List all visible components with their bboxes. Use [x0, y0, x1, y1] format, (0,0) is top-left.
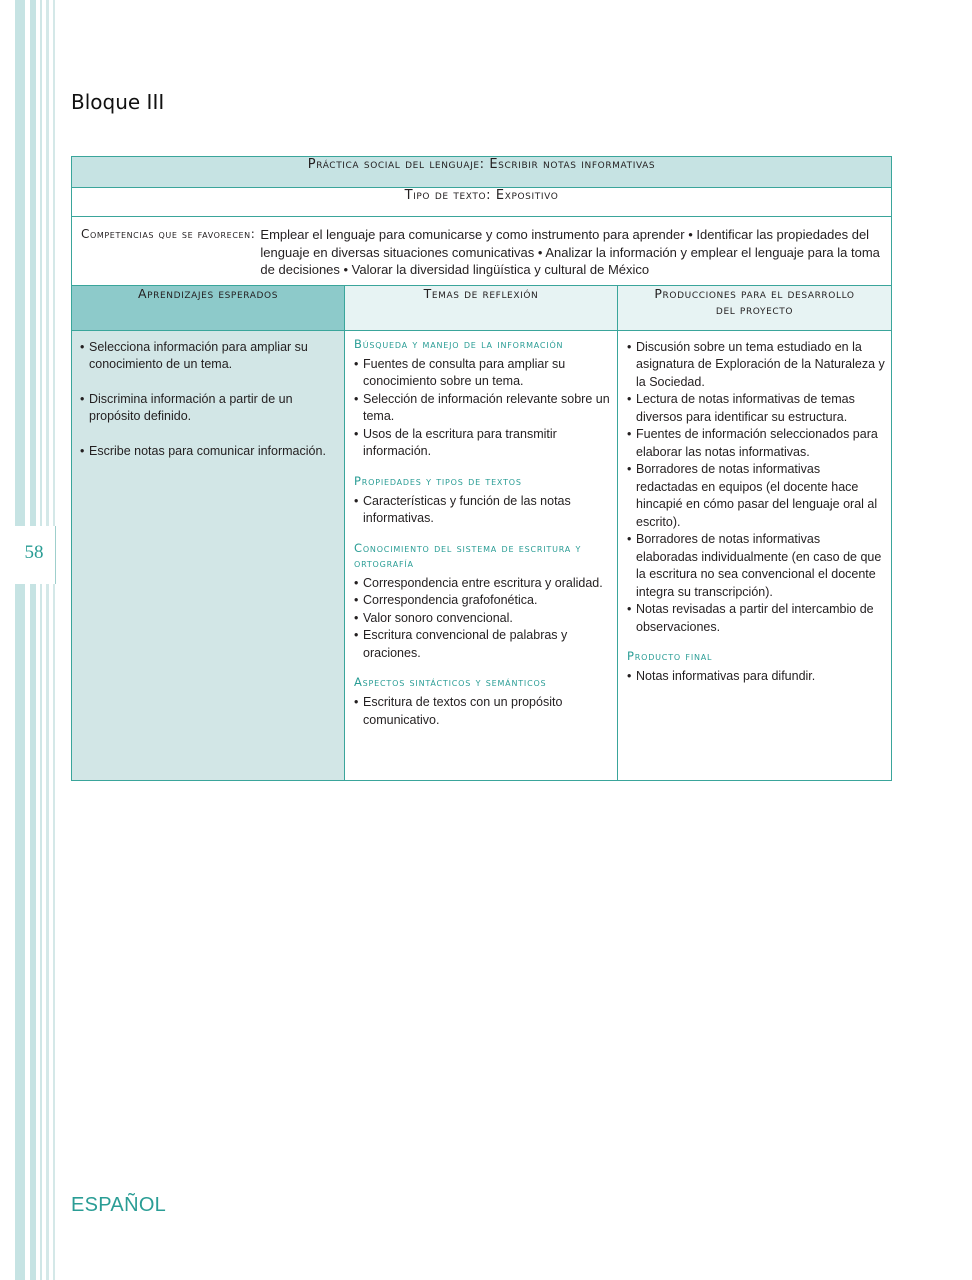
list-item: • Fuentes de consulta para ampliar su conocimiento sobre un tema. [354, 356, 611, 391]
column-header-producciones [618, 285, 892, 330]
section-title: Propiedades y tipos de textos [354, 473, 522, 488]
decorative-stripe [46, 0, 49, 526]
list-item: • Escribe notas para comunicar información. [80, 443, 338, 461]
list-item: • Correspondencia entre escritura y oralidad. [354, 575, 611, 593]
section-title: Conocimiento del sistema de escritura y ortografía [354, 540, 582, 570]
list-item: • Notas revisadas a partir del intercambio de observaciones. [627, 601, 885, 636]
decorative-stripe [53, 0, 55, 526]
page-number-divider [55, 526, 56, 584]
section-title: Aspectos sintácticos y semánticos [354, 675, 547, 689]
list-item: • Características y función de las notas informativas. [354, 493, 611, 528]
list-item: • Usos de la escritura para transmitir información. [354, 426, 611, 461]
list-item: • Borradores de notas informativas redactadas en equipos (el docente hace hincapié en cómo pasar del lenguaje oral al escrito). [627, 461, 885, 531]
curriculum-table [71, 156, 892, 781]
column-header-temas: Temas de reflexión [345, 285, 618, 330]
decorative-stripe [15, 584, 25, 1280]
decorative-stripe [40, 0, 42, 526]
competencies-row [72, 217, 892, 286]
competencies-text: Emplear el lenguaje para comunicarse y como instrumento para aprender • Identificar las propiedades del lenguaje en diversas situaciones comunicativas • Analizar la información y emplear el lenguaje para la toma de decisiones • Valorar la diversidad lingüística y cultural de México [260, 227, 880, 277]
decorative-stripe [46, 584, 49, 1280]
decorative-stripe [15, 0, 25, 526]
block-title: Bloque III [71, 90, 165, 114]
subject-footer: ESPAÑOL [71, 1194, 167, 1216]
section-title: Búsqueda y manejo de la información [354, 336, 564, 351]
list-item: • Selección de información relevante sobre un tema. [354, 391, 611, 426]
column-header-producciones-label: Producciones para el desarrollo del proyecto [654, 285, 855, 317]
text-type-heading: Tipo de texto: Expositivo [72, 188, 892, 217]
competencies-label: Competencias que se favorecen: [81, 227, 256, 241]
decorative-stripe [53, 584, 55, 1280]
list-item: • Fuentes de información seleccionados para elaborar las notas informativas. [627, 426, 885, 461]
list-item: • Borradores de notas informativas elaboradas individualmente (en caso de que la escritura no sea convencional el docente integra su transcripción). [627, 531, 885, 601]
section-title: Producto final [627, 649, 713, 663]
column-header-aprendizajes: Aprendizajes esperados [72, 285, 345, 330]
temas-cell [345, 330, 618, 780]
list-item: • Lectura de notas informativas de temas diversos para identificar su estructura. [627, 391, 885, 426]
list-item: • Escritura convencional de palabras y oraciones. [354, 627, 611, 662]
list-item: • Notas informativas para difundir. [627, 668, 885, 686]
list-item: • Valor sonoro convencional. [354, 610, 611, 628]
list-item: • Discrimina información a partir de un propósito definido. [80, 391, 338, 426]
page-number: 58 [24, 542, 44, 563]
practice-heading: Práctica social del lenguaje: Escribir notas informativas [72, 157, 892, 188]
producciones-cell [618, 330, 892, 780]
decorative-stripe [30, 584, 36, 1280]
decorative-stripe [40, 584, 42, 1280]
list-item: • Selecciona información para ampliar su conocimiento de un tema. [80, 339, 338, 374]
list-item: • Escritura de textos con un propósito comunicativo. [354, 694, 611, 729]
list-item: • Discusión sobre un tema estudiado en la asignatura de Exploración de la Naturaleza y la Sociedad. [627, 339, 885, 392]
decorative-stripe [30, 0, 36, 526]
list-item: • Correspondencia grafofonética. [354, 592, 611, 610]
aprendizajes-cell [72, 330, 345, 780]
